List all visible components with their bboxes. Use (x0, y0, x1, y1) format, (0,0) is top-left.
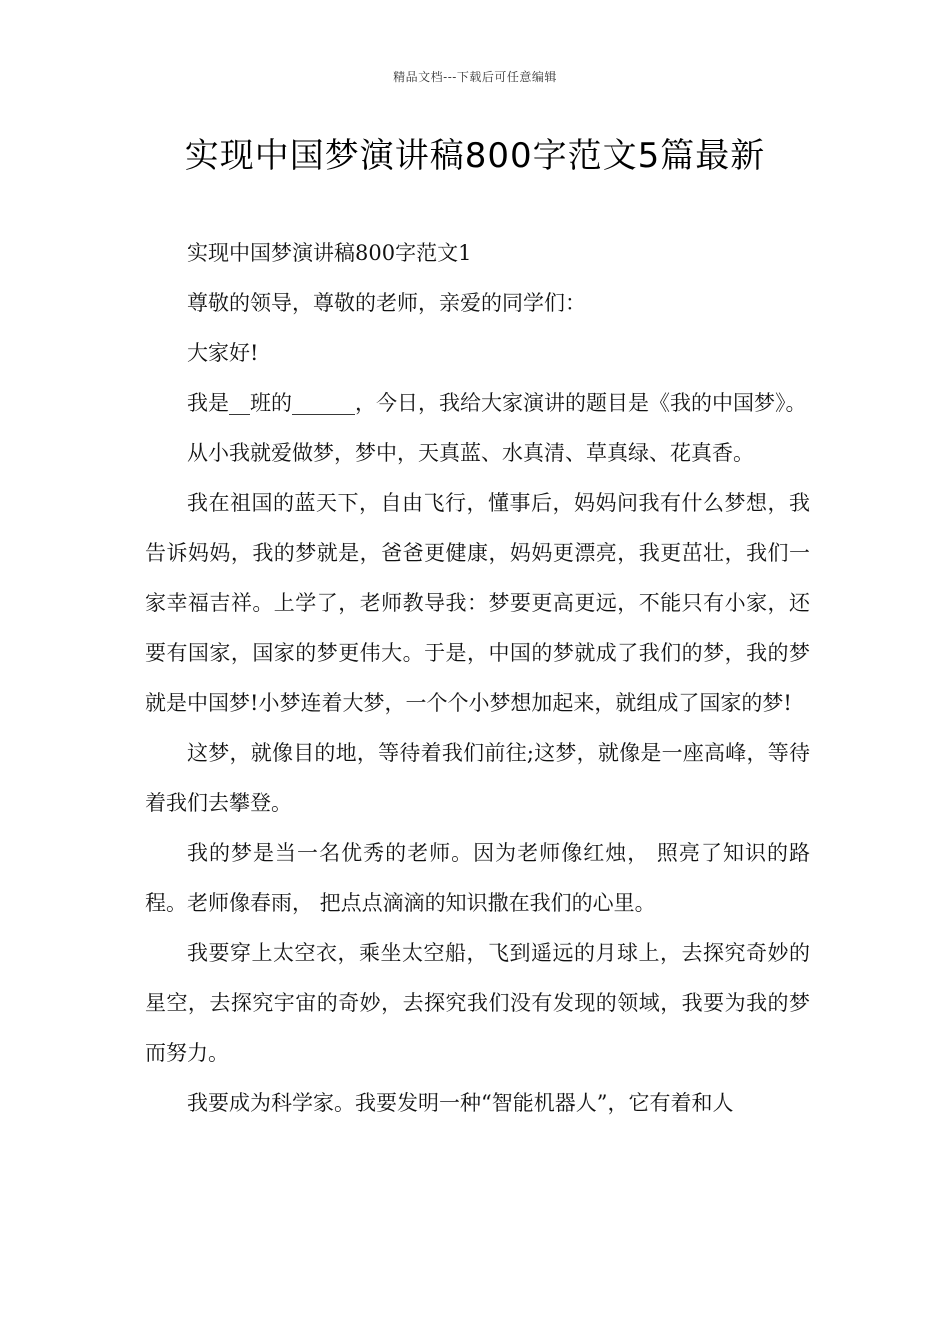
paragraph: 这梦，就像目的地，等待着我们前往;这梦，就像是一座高峰，等待着我们去攀登。 (145, 741, 810, 815)
paragraph: 我要成为科学家。我要发明一种“智能机器人”，它有着和人 (187, 1091, 734, 1115)
paragraph: 我是__班的______，今日，我给大家演讲的题目是《我的中国梦》。 (187, 391, 807, 415)
greeting: 大家好! (187, 341, 259, 365)
section-heading: 实现中国梦演讲稿800字范文1 (187, 241, 472, 265)
paragraph: 我的梦是当一名优秀的老师。因为老师像红烛， 照亮了知识的路程。老师像春雨， 把点点滴滴的知识撒在我们的心里。 (145, 841, 810, 915)
paragraph: 我要穿上太空衣，乘坐太空船，飞到遥远的月球上，去探究奇妙的星空，去探究宇宙的奇妙，去探究我们没有发现的领域，我要为我的梦而努力。 (145, 941, 810, 1065)
header-note: 精品文档---下载后可任意编辑 (393, 70, 557, 84)
paragraph: 我在祖国的蓝天下，自由飞行，懂事后，妈妈问我有什么梦想，我告诉妈妈，我的梦就是，爸爸更健康，妈妈更漂亮，我更茁壮，我们一家幸福吉祥。上学了，老师教导我：梦要更高更远，不能只有小家，还要有国家，国家的梦更伟大。于是，中国的梦就成了我们的梦，我的梦就是中国梦!小梦连着大梦，一个个小梦想加起来，就组成了国家的梦! (145, 491, 810, 715)
document-body (145, 228, 810, 1128)
paragraph: 从小我就爱做梦，梦中，天真蓝、水真清、草真绿、花真香。 (187, 441, 754, 465)
document-title: 实现中国梦演讲稿800字范文5篇最新 (184, 136, 766, 176)
salutation: 尊敬的领导，尊敬的老师，亲爱的同学们： (187, 291, 586, 315)
